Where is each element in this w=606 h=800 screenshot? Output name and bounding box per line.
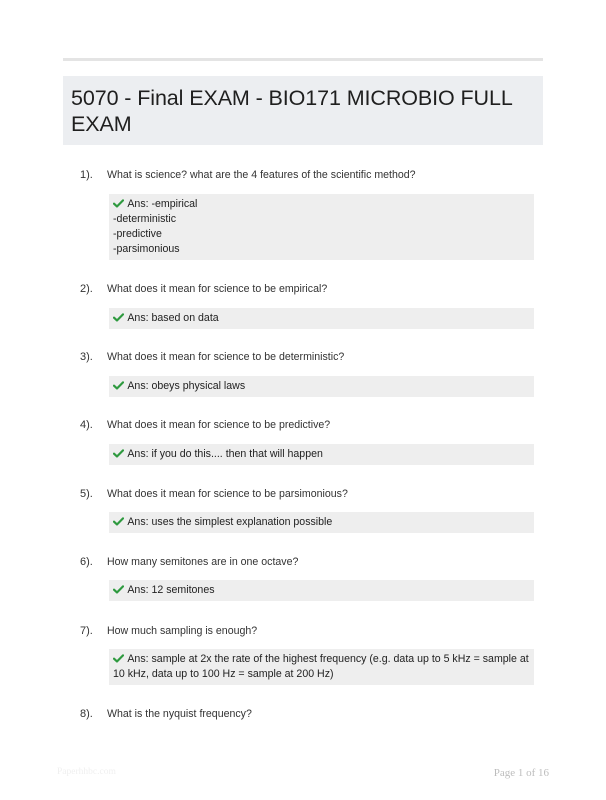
document-title-box (63, 76, 543, 145)
answer-line (113, 515, 528, 530)
question-text: What is the nyquist frequency? (107, 708, 252, 720)
answer-text: Ans: based on data (127, 312, 219, 324)
question-number: 8). (80, 708, 93, 720)
footer-watermark: Paperhhbc.com (57, 767, 116, 777)
page-indicator: Page 1 of 16 (493, 767, 549, 779)
check-icon (113, 381, 124, 390)
check-icon (113, 654, 124, 663)
question-text: How many semitones are in one octave? (107, 556, 299, 568)
question-number: 5). (80, 488, 93, 500)
check-icon (113, 199, 124, 208)
answer-line (113, 379, 528, 394)
answer-text: Ans: uses the simplest explanation possible (127, 516, 333, 528)
question-text: What does it mean for science to be deterministic? (107, 351, 345, 363)
answer-line: -predictive (113, 228, 162, 240)
check-icon (113, 313, 124, 322)
check-icon (113, 585, 124, 594)
question-text: How much sampling is enough? (107, 625, 258, 637)
check-icon (113, 449, 124, 458)
question-number: 6). (80, 556, 93, 568)
question-number: 4). (80, 419, 93, 431)
check-icon (113, 517, 124, 526)
question-text: What does it mean for science to be predictive? (107, 419, 331, 431)
answer-line (113, 652, 528, 667)
answer-text: Ans: -empirical (127, 198, 198, 210)
answer-box (109, 444, 534, 465)
answer-line: 10 kHz, data up to 100 Hz = sample at 200 Hz) (113, 668, 334, 680)
answer-line (113, 311, 528, 326)
answer-box (109, 512, 534, 533)
question-number: 1). (80, 169, 93, 181)
answer-box (109, 580, 534, 601)
answer-text: Ans: sample at 2x the rate of the highest frequency (e.g. data up to 5 kHz = sample at (127, 653, 529, 665)
question-number: 2). (80, 283, 93, 295)
answer-line (113, 447, 528, 462)
question-number: 7). (80, 625, 93, 637)
answer-box (109, 194, 534, 260)
question-number: 3). (80, 351, 93, 363)
question-text: What does it mean for science to be empirical? (107, 283, 328, 295)
answer-box (109, 376, 534, 397)
answer-text: Ans: obeys physical laws (127, 380, 246, 392)
answer-text: Ans: 12 semitones (127, 584, 215, 596)
answer-box (109, 308, 534, 329)
answer-text: Ans: if you do this.... then that will happen (127, 448, 323, 460)
top-divider (63, 58, 543, 61)
answer-line: -deterministic (113, 213, 176, 225)
answer-box (109, 649, 534, 685)
answer-line (113, 197, 528, 212)
question-text: What is science? what are the 4 features of the scientific method? (107, 169, 416, 181)
question-text: What does it mean for science to be parsimonious? (107, 488, 348, 500)
answer-line (113, 583, 528, 598)
answer-line: -parsimonious (113, 243, 180, 255)
document-title: 5070 - Final EXAM - BIO171 MICROBIO FULL EXAM (71, 86, 512, 136)
